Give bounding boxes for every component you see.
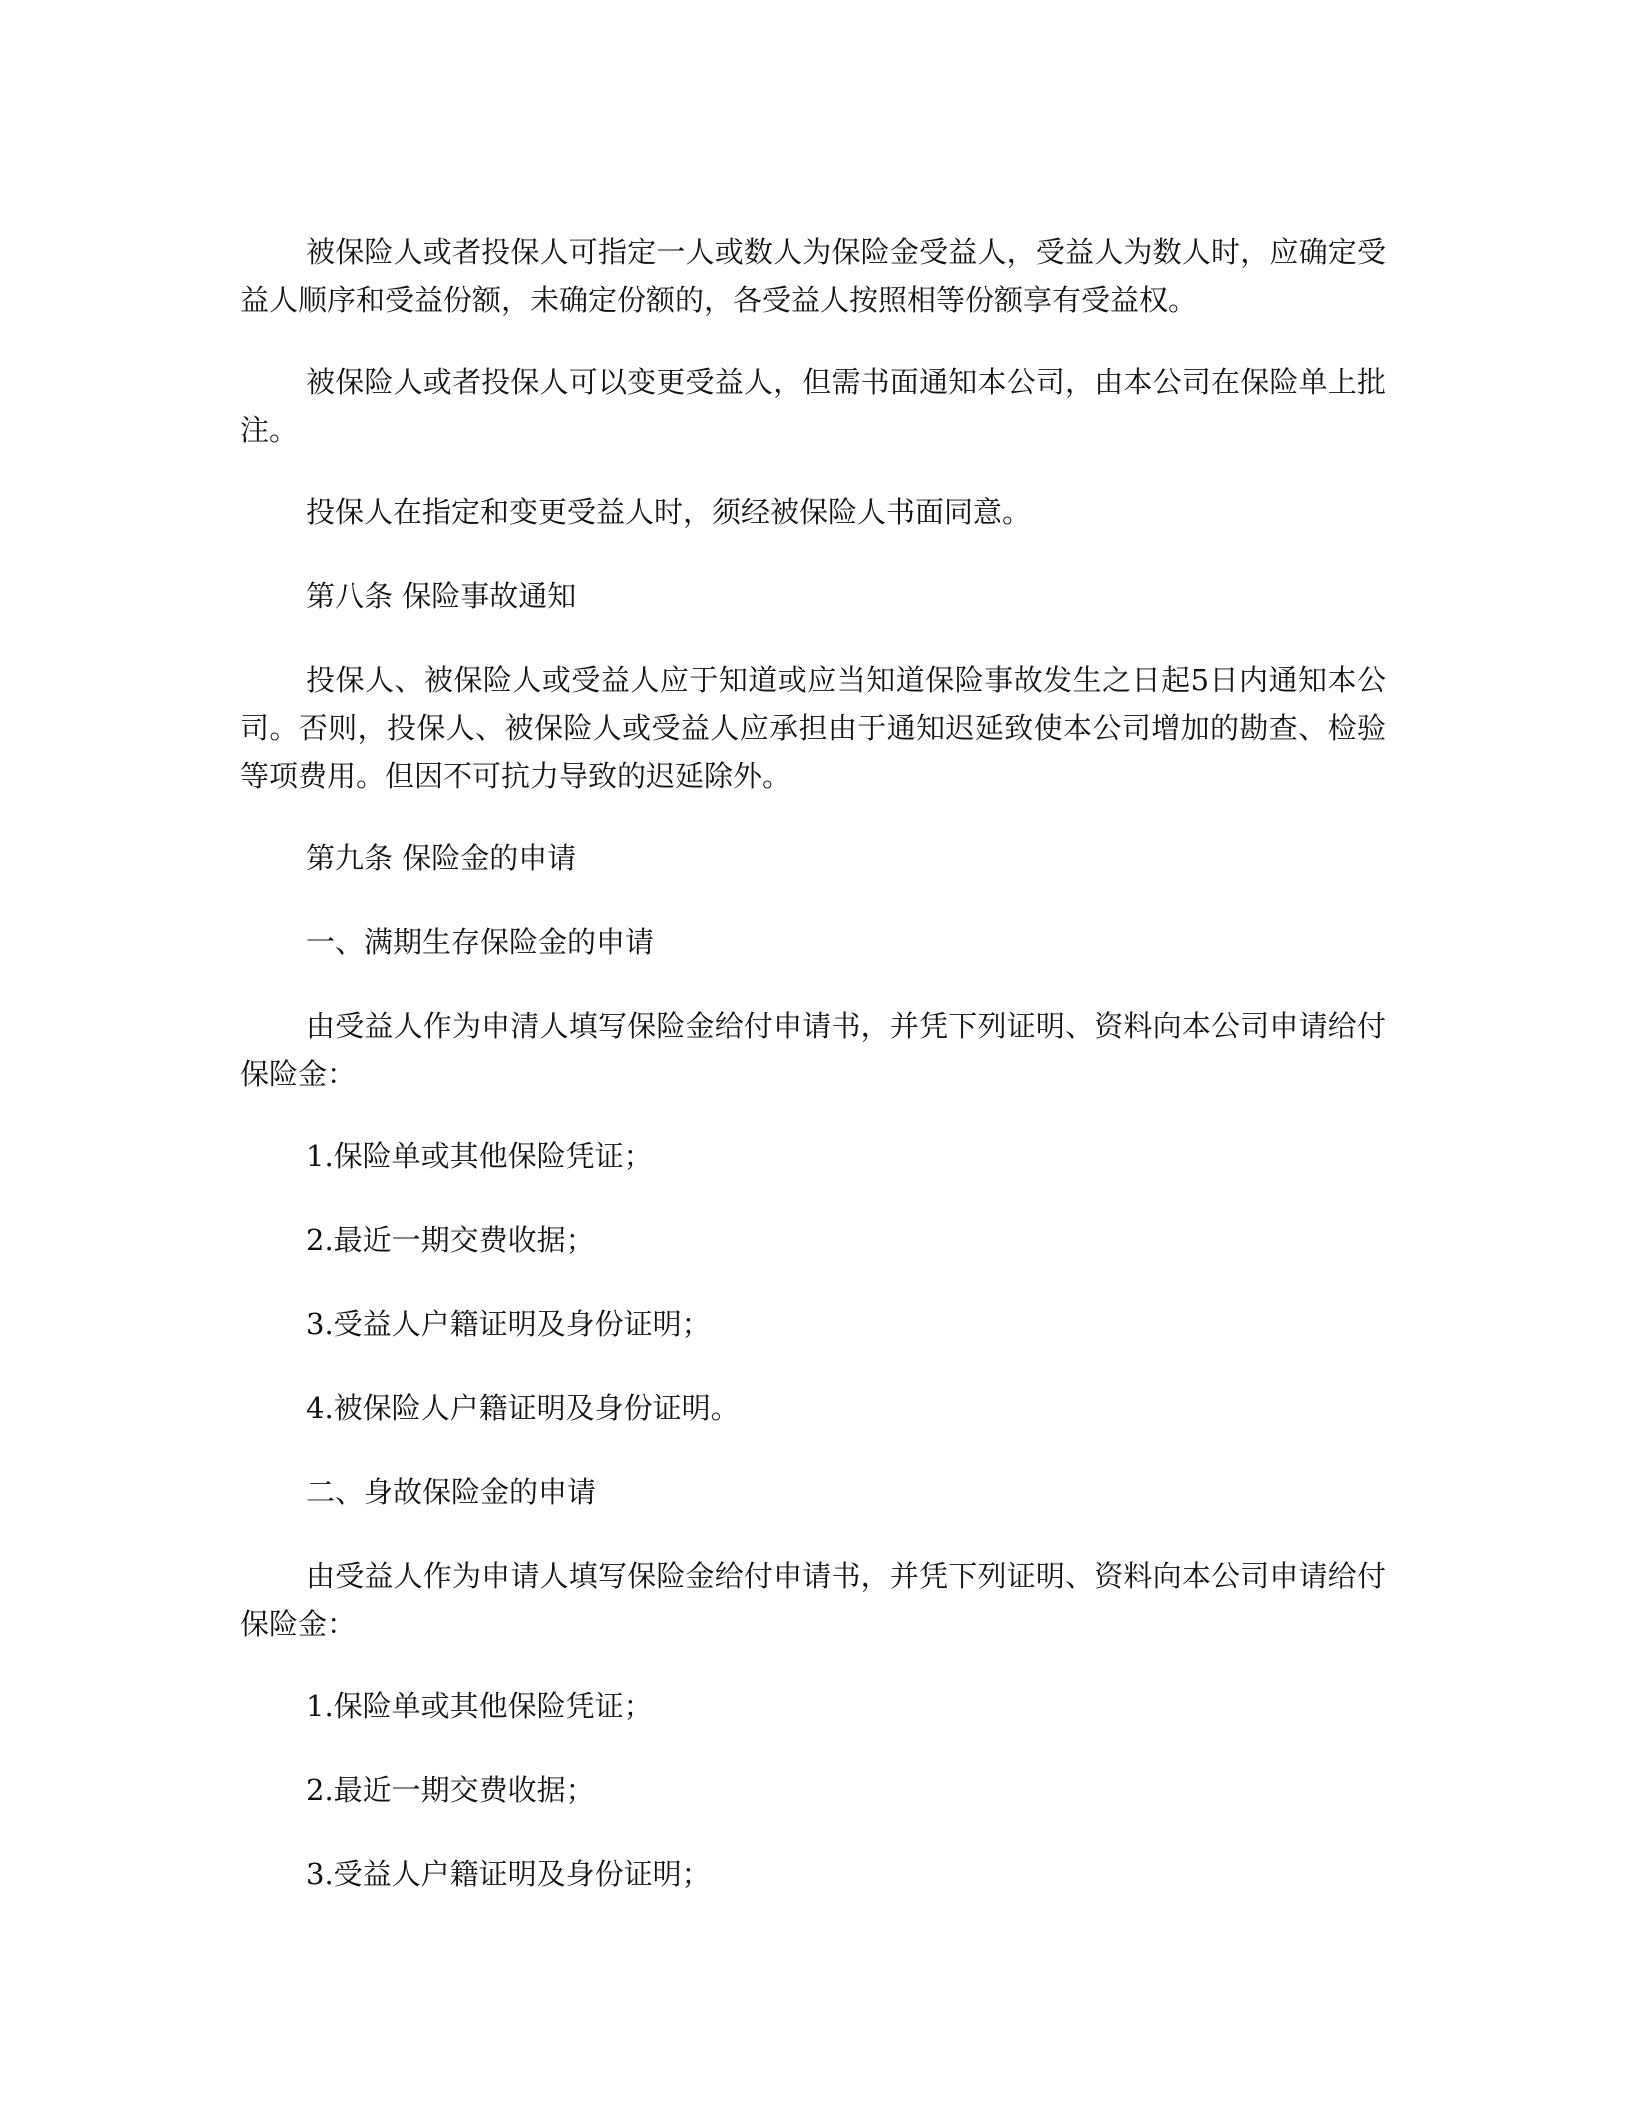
paragraph-beneficiary-designation: 被保险人或者投保人可指定一人或数人为保险金受益人，受益人为数人时，应确定受益人顺序和受益份额，未确定份额的，各受益人按照相等份额享有受益权。 bbox=[240, 235, 1386, 317]
list-item: 1.保险单或其他保险凭证； bbox=[306, 1139, 653, 1173]
heading-article-8: 第八条 保险事故通知 bbox=[306, 579, 577, 613]
paragraph-beneficiary-change: 被保险人或者投保人可以变更受益人，但需书面通知本公司，由本公司在保险单上批注。 bbox=[240, 365, 1386, 447]
heading-death-benefit: 二、身故保险金的申请 bbox=[306, 1475, 597, 1509]
list-item: 3.受益人户籍证明及身份证明； bbox=[306, 1307, 711, 1341]
paragraph-accident-notice: 投保人、被保险人或受益人应于知道或应当知道保险事故发生之日起5日内通知本公司。否则，投保人、被保险人或受益人应承担由于通知迟延致使本公司增加的勘查、检验等项费用。但因不可抗力导致的迟延除外。 bbox=[240, 663, 1386, 793]
list-item: 1.保险单或其他保险凭证； bbox=[306, 1689, 653, 1723]
paragraph-maturity-application: 由受益人作为申清人填写保险金给付申请书，并凭下列证明、资料向本公司申请给付保险金： bbox=[240, 1009, 1386, 1091]
heading-maturity-benefit: 一、满期生存保险金的申请 bbox=[306, 925, 655, 959]
paragraph-consent: 投保人在指定和变更受益人时，须经被保险人书面同意。 bbox=[306, 495, 1032, 529]
heading-article-9: 第九条 保险金的申请 bbox=[306, 841, 577, 875]
list-item: 2.最近一期交费收据； bbox=[306, 1773, 595, 1807]
list-item: 3.受益人户籍证明及身份证明； bbox=[306, 1857, 711, 1891]
list-item: 4.被保险人户籍证明及身份证明。 bbox=[306, 1391, 740, 1425]
document-page bbox=[240, 228, 1386, 1934]
paragraph-death-application: 由受益人作为申请人填写保险金给付申请书，并凭下列证明、资料向本公司申请给付保险金： bbox=[240, 1559, 1386, 1641]
list-item: 2.最近一期交费收据； bbox=[306, 1223, 595, 1257]
